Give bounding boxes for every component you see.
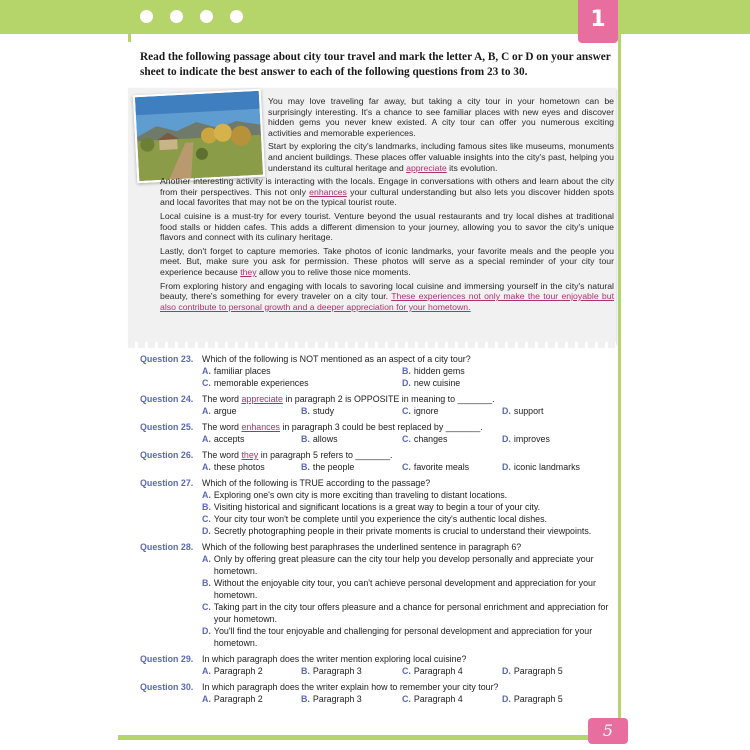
option-a[interactable]: A. Paragraph 2 xyxy=(202,666,263,676)
paragraph-6: From exploring history and engaging with locals to savoring local cuisine and immersing yourself in the city's natural beauty, there's something for every traveler on a city tour. These experiences not only make the tour enjoyable but also contribute to personal growth and a deeper appreciation for your hometown. xyxy=(160,280,615,312)
option-b[interactable]: B. Paragraph 3 xyxy=(301,666,362,676)
paragraph-1: You may love traveling far away, but taking a city tour in your hometown can be surprisingly interesting. It's a chance to see familiar places with new eyes and discover hidden gems you never knew existed. A city tour can offer you numerous exciting activities and memorable experiences. xyxy=(268,96,614,138)
dot-icon xyxy=(200,10,213,23)
reading-passage xyxy=(160,96,614,315)
page-number: 5 xyxy=(588,718,628,744)
dot-icon xyxy=(170,10,183,23)
paragraph-3: Another interesting activity is interacting with the locals. Engage in conversations with others and learn about the city from their perspectives. This not only enhances your cultural understanding but also lets you discover hidden spots and local favorites that may not be on the typical tourist route. xyxy=(160,176,614,208)
paragraph-5: Lastly, don't forget to capture memories. Take photos of iconic landmarks, your favorite meals and the people you meet. But, make sure you ask for permission. These photos will serve as a special reminder of your city tour experience because they allow you to relive those nice moments. xyxy=(160,245,614,277)
question-23: Question 23. Which of the following is NOT mentioned as an aspect of a city tour? A. familiar places B. hidden gems C. memorable experiences D. new cuisine xyxy=(140,353,616,389)
option-c[interactable]: C. Your city tour won't be complete until you experience the city's authentic local dishes. xyxy=(202,514,547,524)
option-a[interactable]: A. familiar places xyxy=(202,366,271,376)
option-b[interactable]: B. Without the enjoyable city tour, you can't achieve personal development and appreciation for your hometown. xyxy=(202,578,596,600)
question-29: Question 29. In which paragraph does the writer mention exploring local cuisine? A. Paragraph 2 B. Paragraph 3 C. Paragraph 4 D. Paragraph 5 xyxy=(140,653,616,677)
option-d[interactable]: D. Secretly photographing people in their private moments is crucial to understand their viewpoints. xyxy=(202,526,592,536)
option-b[interactable]: B. hidden gems xyxy=(402,366,465,376)
underlined-sentence: These experiences not only make the tour enjoyable but also contribute to personal growth and a deeper appreciation for your hometown. xyxy=(160,291,615,312)
question-24: Question 24. The word appreciate in paragraph 2 is OPPOSITE in meaning to _______. A. argue B. study C. ignore D. support xyxy=(140,393,616,417)
option-d[interactable]: D. iconic landmarks xyxy=(502,462,580,472)
paragraph-4: Local cuisine is a must-try for every tourist. Venture beyond the usual restaurants and try local dishes at traditional food stalls or hidden cafes. This adds a different dimension to your journey, allowing you to savor the city's unique flavors and connect with its culinary heritage. xyxy=(160,210,614,243)
option-d[interactable]: D. You'll find the tour enjoyable and challenging for personal development and appreciation for your hometown. xyxy=(202,626,593,648)
option-a[interactable]: A. Paragraph 2 xyxy=(202,694,263,704)
question-27: Question 27. Which of the following is TRUE according to the passage? A. Exploring one's own city is more exciting than traveling to distant locations. B. Visiting historical and significant locations is a great way to begin a tour of your city. C. Your city tour won't be complete until you experience the city's authentic local dishes. D. Secretly photographing people in their private moments is crucial to understand their viewpoints. xyxy=(140,477,616,537)
right-margin-line xyxy=(618,34,621,724)
option-c[interactable]: C. Taking part in the city tour offers pleasure and a chance for personal enrichment and appreciation for your hometown. xyxy=(202,602,609,624)
option-a[interactable]: A. argue xyxy=(202,406,237,416)
option-d[interactable]: D. support xyxy=(502,406,544,416)
option-c[interactable]: C. ignore xyxy=(402,406,439,416)
option-b[interactable]: B. the people xyxy=(301,462,355,472)
option-b[interactable]: B. allows xyxy=(301,434,338,444)
dot-icon xyxy=(230,10,243,23)
option-d[interactable]: D. Paragraph 5 xyxy=(502,694,563,704)
option-a[interactable]: A. Only by offering great pleasure can the city tour help you develop personally and appreciate your hometown. xyxy=(202,554,594,576)
question-26: Question 26. The word they in paragraph 5 refers to _______. A. these photos B. the people C. favorite meals D. iconic landmarks xyxy=(140,449,616,473)
option-d[interactable]: D. new cuisine xyxy=(402,378,461,388)
option-c[interactable]: C. Paragraph 4 xyxy=(402,666,463,676)
option-b[interactable]: B. study xyxy=(301,406,335,416)
instructions: Read the following passage about city tour travel and mark the letter A, B, C or D on your answer sheet to indicate the best answer to each of the following questions from 23 to 30. xyxy=(140,51,611,78)
option-a[interactable]: A. Exploring one's own city is more exciting than traveling to distant locations. xyxy=(202,490,508,500)
option-c[interactable]: C. changes xyxy=(402,434,448,444)
top-banner xyxy=(0,0,750,34)
option-b[interactable]: B. Paragraph 3 xyxy=(301,694,362,704)
option-b[interactable]: B. Visiting historical and significant locations is a great way to begin a tour of your city. xyxy=(202,502,541,512)
question-25: Question 25. The word enhances in paragraph 3 could be best replaced by _______. A. accepts B. allows C. changes D. improves xyxy=(140,421,616,445)
dot-icon xyxy=(140,10,153,23)
question-28: Question 28. Which of the following best paraphrases the underlined sentence in paragraph 6? A. Only by offering great pleasure can the city tour help you develop personally and appreciate your hometown. B. Without the enjoyable city tour, you can't achieve personal development and appreciation for your hometown. C. Taking part in the city tour offers pleasure and a chance for personal enrichment and appreciation for your hometown. D. You'll find the tour enjoyable and challenging for personal development and appreciation for your hometown. xyxy=(140,541,616,649)
option-a[interactable]: A. accepts xyxy=(202,434,245,444)
bottom-line xyxy=(118,735,628,740)
highlighted-word: enhances xyxy=(309,186,347,197)
paragraph-2: Start by exploring the city's landmarks, including famous sites like museums, monuments and ancient buildings. These places offer valuable insights into the city's past, helping you understand its cultural heritage and appreciate its evolution. xyxy=(268,141,614,173)
highlighted-word: appreciate xyxy=(406,162,447,173)
option-d[interactable]: D. Paragraph 5 xyxy=(502,666,563,676)
question-list xyxy=(140,353,616,709)
option-c[interactable]: C. favorite meals xyxy=(402,462,470,472)
option-d[interactable]: D. improves xyxy=(502,434,550,444)
option-c[interactable]: C. Paragraph 4 xyxy=(402,694,463,704)
highlighted-word: they xyxy=(240,266,257,277)
unit-number-tab: 1 xyxy=(578,0,618,43)
left-margin-line xyxy=(128,34,131,42)
question-30: Question 30. In which paragraph does the writer explain how to remember your city tour? A. Paragraph 2 B. Paragraph 3 C. Paragraph 4 D. Paragraph 5 xyxy=(140,681,616,705)
option-a[interactable]: A. these photos xyxy=(202,462,265,472)
option-c[interactable]: C. memorable experiences xyxy=(202,378,309,388)
